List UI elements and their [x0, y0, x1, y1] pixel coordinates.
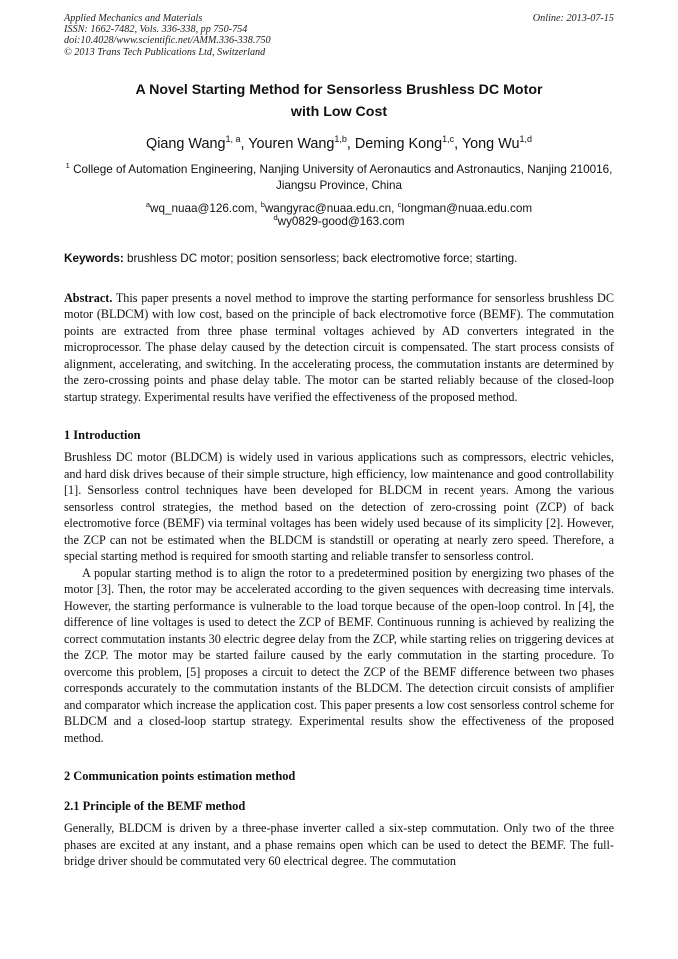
email-line-2: [64, 212, 614, 228]
journal-name: Applied Mechanics and Materials: [64, 13, 203, 24]
keywords: [64, 252, 614, 266]
keywords-text: brushless DC motor; position sensorless; back electromotive force; starting.: [123, 251, 518, 265]
copyright-line: © 2013 Trans Tech Publications Ltd, Switzerland: [64, 46, 266, 58]
abstract-label: Abstract.: [64, 290, 113, 305]
author-affiliation-mark: 1,b: [334, 134, 347, 145]
email-mark: c: [397, 199, 402, 209]
intro-paragraph-2: A popular starting method is to align the rotor to a predetermined position by energizing two phases of the motor [3]. Then, the rotor may be accelerated according to the given sequences with decreasing time intervals. However, the starting performance is vulnerable to the load torque because of the open-loop control. In [4], the difference of line voltages is used to detect the ZCP of BEMF. Continuous running is achieved by realizing the correct commutation instants 30 electric degree delay from the ZCP, while starting relies on triggering devices at the ZCP. The motor may be started failure caused by the early commutation in the starting procedure. To overcome this problem, [5] proposes a circuit to detect the ZCP of the BEMF difference between two phases corresponds accurately to the commutation instants of the BLDCM. The detection circuit consists of amplifier and comparator which increase the application cost. This paper presents a low cost sensorless control scheme for BLDCM and a closed-loop startup strategy. Experimental results show the effectiveness of the proposed method.: [64, 565, 614, 745]
email-line-1: [64, 199, 614, 215]
author-name: Qiang Wang: [146, 135, 226, 152]
email-link[interactable]: longman@nuaa.edu.com: [401, 201, 533, 215]
author-name: Youren Wang: [248, 135, 335, 152]
affiliation-text: College of Automation Engineering, Nanjing University of Aeronautics and Astronautics, Nanjing 210016, Jiangsu Province, China: [73, 162, 613, 192]
author-name: Deming Kong: [354, 135, 443, 152]
issn-line: ISSN: 1662-7482, Vols. 336-338, pp 750-754: [64, 24, 248, 36]
section2-paragraph-1: Generally, BLDCM is driven by a three-phase inverter called a six-step commutation. Only two of the three phases are excited at any instant, and a phase remains open which can be used to detect the BEMF. The full-bridge driver should be commutated very 60 electrical degree. The commutation: [64, 821, 614, 869]
journal-header: [64, 13, 614, 58]
keywords-label: Keywords:: [64, 251, 124, 265]
email-mark: b: [260, 199, 265, 209]
author-list: [64, 135, 614, 153]
subsection-heading-2-1: 2.1 Principle of the BEMF method: [64, 799, 246, 814]
email-link[interactable]: wangyrac@nuaa.edu.cn: [264, 201, 392, 215]
title-line-1: A Novel Starting Method for Sensorless Brushless DC Motor: [135, 81, 543, 98]
email-separator: ,: [254, 201, 261, 215]
email-mark: d: [273, 212, 278, 222]
affiliation-mark: 1: [65, 160, 70, 170]
doi-line: doi:10.4028/www.scientific.net/AMM.336-338.750: [64, 35, 271, 47]
intro-paragraph-1: Brushless DC motor (BLDCM) is widely used in various applications such as compressors, electric vehicles, and hard disk drives because of their simple structure, high efficiency, low maintenance and good controllability [1]. Sensorless control techniques have been developed for BLDCM in recent years. Among the various sensorless control strategies, the method based on the detection of zero-crossing point (ZCP) of back electromotive force (BEMF) via terminal voltages has been widely used because of its simplicity [2]. However, the ZCP can not be estimated when the BLDCM is standstill or operating at nearly zero speed. Therefore, a special starting method is required for smooth starting and reliable transfer to sensorless control.: [64, 450, 614, 564]
abstract: [64, 290, 614, 406]
abstract-text: This paper presents a novel method to improve the starting performance for sensorless brushless DC motor (BLDCM) with low cost, based on the principle of back electromotive force (BEMF). The commutation points are extracted from three phase terminal voltages achieved by AD converters integrated in the microprocessor. The phase delay caused by the detection circuit is compensated. The start process consists of alignment, accelerating, and switching. In the accelerating process, the commutation instants are determined by the zero-crossing points and phase delay table. The motor can be started reliably because of the closed-loop startup strategy. Experimental results have verified the effectiveness of the proposed method.: [64, 290, 614, 404]
affiliation: [64, 162, 614, 194]
email-list: [64, 199, 614, 228]
author-affiliation-mark: 1,c: [442, 134, 455, 145]
email-separator: ,: [391, 201, 398, 215]
email-link[interactable]: wy0829-good@163.com: [277, 214, 405, 228]
section-heading-introduction: 1 Introduction: [64, 428, 141, 443]
title-line-2: with Low Cost: [290, 103, 388, 120]
author-separator: ,: [346, 135, 355, 152]
author-separator: ,: [454, 135, 462, 152]
author-affiliation-mark: 1, a: [225, 134, 241, 145]
paper-title: [64, 79, 614, 123]
author-separator: ,: [240, 135, 249, 152]
online-date: Online: 2013-07-15: [532, 13, 614, 24]
email-mark: a: [145, 199, 151, 209]
email-link[interactable]: wq_nuaa@126.com: [150, 201, 255, 215]
author-affiliation-mark: 1,d: [519, 134, 532, 145]
author-name: Yong Wu: [461, 135, 520, 152]
section-heading-2: 2 Communication points estimation method: [64, 769, 296, 784]
